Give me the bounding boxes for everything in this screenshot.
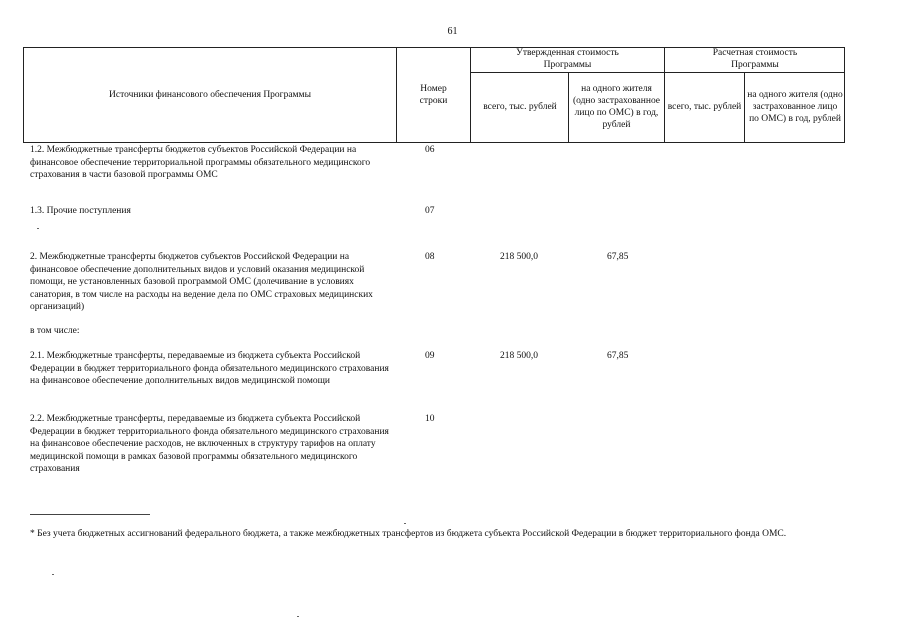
divider — [568, 72, 569, 143]
header-approved-line2: Программы — [543, 60, 592, 70]
header-approved-line1: Утвержденная стоимость — [516, 48, 619, 59]
table-header — [23, 47, 845, 143]
scan-speck — [297, 616, 299, 617]
row-number: 09 — [425, 351, 435, 361]
header-calc-per-capita: на одного жителя (одно застрахованное лицо по ОМС) в год, рублей — [747, 90, 843, 124]
row-number: 06 — [425, 145, 435, 155]
row-source: 2.1. Межбюджетные трансферты, передаваемые из бюджета субъекта Российской Федерации в бюджет территориального фонда обязательного медицинского страхования на финансовое обеспечение дополнительных видов медицинской помощи — [30, 351, 389, 386]
header-approved-total: всего, тыс. рублей — [483, 102, 557, 113]
row-source: 1.3. Прочие поступления — [30, 206, 131, 216]
header-approved-per-capita: на одного жителя (одно застрахованное лицо по ОМС) в год, рублей — [572, 84, 661, 130]
header-calc-line1: Расчетная стоимость — [712, 48, 798, 59]
header-approved-group — [471, 48, 664, 72]
row-approved-per-capita: 67,85 — [607, 252, 629, 262]
scan-speck — [37, 228, 39, 229]
row-source: в том числе: — [30, 326, 80, 336]
header-number-line2: строки — [419, 95, 448, 106]
scan-speck — [404, 523, 406, 524]
header-calc-total: всего, тыс. рублей — [667, 102, 742, 113]
header-number-line1: Номер — [420, 83, 447, 94]
row-number: 10 — [425, 414, 435, 424]
row-number: 07 — [425, 206, 435, 216]
row-source: 2.2. Межбюджетные трансферты, передаваемые из бюджета субъекта Российской Федерации в бюджет территориального фонда обязательного медицинского страхования на финансовое обеспечение расходов, не включенных в структуру тарифов на оплату медицинской помощи в рамках базовой программы обязательного медицинского страхования — [30, 414, 389, 474]
row-number: 08 — [425, 252, 435, 262]
header-calc-group — [665, 48, 845, 72]
header-number-column — [397, 48, 470, 143]
header-calc-line2: Программы — [731, 60, 779, 70]
row-approved-total: 218 500,0 — [500, 252, 538, 262]
row-source: 1.2. Межбюджетные трансферты бюджетов субъектов Российской Федерации на финансовое обеспечение территориальной программы обязательного медицинского страхования в части базовой программы ОМС — [30, 145, 371, 180]
row-approved-per-capita: 67,85 — [607, 351, 629, 361]
scan-speck — [52, 574, 54, 575]
page-number: 61 — [447, 26, 458, 37]
footnote-rule — [30, 514, 150, 515]
divider — [744, 72, 745, 143]
row-approved-total: 218 500,0 — [500, 351, 538, 361]
footnote: * Без учета бюджетных ассигнований федерального бюджета, а также межбюджетных трансфертов из бюджета субъекта Российской Федерации в бюджет территориального фонда ОМС. — [30, 529, 787, 539]
header-source-column: Источники финансового обеспечения Программы — [109, 89, 311, 100]
row-source: 2. Межбюджетные трансферты бюджетов субъектов Российской Федерации на финансовое обеспечение дополнительных видов и условий оказания медицинской помощи, не установленных базовой программой ОМС (долечивание в условиях санатория, в том числе на расходы на ведение дела по ОМС страховых медицинских организаций) — [30, 252, 373, 312]
